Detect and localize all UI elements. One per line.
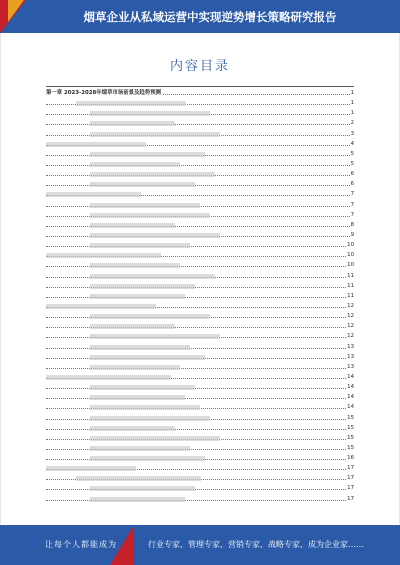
toc-entry[interactable] xyxy=(46,473,354,483)
toc-page-number: 17 xyxy=(346,483,354,493)
footer-banner xyxy=(0,525,400,565)
toc-entry-unreadable-text xyxy=(90,456,205,461)
toc-entry-unreadable-text xyxy=(90,284,195,289)
toc-entry-unreadable-text xyxy=(76,476,201,481)
toc-page-number: 11 xyxy=(346,281,354,291)
toc-page-number: 8 xyxy=(350,220,354,230)
toc-entry[interactable] xyxy=(46,149,354,159)
toc-entry-unreadable-text xyxy=(90,436,220,441)
toc-page-number: 10 xyxy=(346,250,354,260)
report-title: 烟草企业从私域运营中实现逆势增长策略研究报告 xyxy=(83,10,337,24)
toc-entry-unreadable-text xyxy=(90,334,220,339)
toc-entry-unreadable-text xyxy=(90,324,175,329)
toc-entry[interactable] xyxy=(46,281,354,291)
toc-entry-unreadable-text xyxy=(90,162,180,167)
toc-entry[interactable] xyxy=(46,443,354,453)
toc-page-number: 9 xyxy=(350,230,354,240)
toc-entry[interactable] xyxy=(46,250,354,260)
footer-slogan-right: 行业专家、管理专家、营销专家、战略专家、成为企业家…… xyxy=(148,540,364,549)
toc-page-number: 11 xyxy=(346,291,354,301)
toc-entry-unreadable-text xyxy=(90,182,195,187)
toc-page-number: 14 xyxy=(346,372,354,382)
toc-heading: 内容目录 xyxy=(169,59,230,74)
toc-entry[interactable] xyxy=(46,483,354,493)
toc-entry-unreadable-text xyxy=(90,223,175,228)
toc-entry-unreadable-text xyxy=(90,111,210,116)
toc-entry-unreadable-text xyxy=(90,385,195,390)
toc-entry-unreadable-text xyxy=(90,243,190,248)
toc-entry-unreadable-text xyxy=(90,121,175,126)
toc-entry-unreadable-text xyxy=(76,101,186,106)
toc-page-number: 15 xyxy=(346,443,354,453)
toc-entry[interactable] xyxy=(46,88,354,98)
toc-entry[interactable] xyxy=(46,169,354,179)
toc-page-number: 11 xyxy=(346,271,354,281)
toc-page-number: 10 xyxy=(346,260,354,270)
toc-page-number: 7 xyxy=(350,210,354,220)
toc-page-number: 1 xyxy=(350,98,354,108)
toc-entry[interactable] xyxy=(46,342,354,352)
toc-page-number: 5 xyxy=(350,149,354,159)
toc-entry-unreadable-text xyxy=(90,233,220,238)
toc-entry[interactable] xyxy=(46,392,354,402)
toc-page-number: 15 xyxy=(346,413,354,423)
toc-entry[interactable] xyxy=(46,129,354,139)
toc-entry-unreadable-text xyxy=(90,172,215,177)
toc-entry-unreadable-text xyxy=(46,142,146,147)
toc-page-number: 6 xyxy=(350,179,354,189)
toc-entry-unreadable-text xyxy=(90,152,205,157)
toc-page-number: 1 xyxy=(350,88,354,98)
toc-page-number: 14 xyxy=(346,382,354,392)
footer-red-accent xyxy=(110,525,134,565)
toc-page-number: 13 xyxy=(346,342,354,352)
toc-page-number: 12 xyxy=(346,331,354,341)
toc-entry-unreadable-text xyxy=(46,375,171,380)
toc-entry-unreadable-text xyxy=(90,365,180,370)
toc-entry[interactable] xyxy=(46,189,354,199)
toc-page-number: 3 xyxy=(350,129,354,139)
toc-page-number: 16 xyxy=(346,453,354,463)
toc-entry[interactable] xyxy=(46,271,354,281)
toc-entry[interactable] xyxy=(46,179,354,189)
toc-page-number: 7 xyxy=(350,200,354,210)
toc-entry-unreadable-text xyxy=(90,497,185,502)
toc-entry-unreadable-text xyxy=(46,253,161,258)
toc-entry[interactable] xyxy=(46,291,354,301)
toc-entry[interactable] xyxy=(46,118,354,128)
toc-entry-unreadable-text xyxy=(90,274,215,279)
toc-rule xyxy=(46,86,354,87)
toc-entry[interactable] xyxy=(46,210,354,220)
toc-entry[interactable] xyxy=(46,321,354,331)
toc-entry[interactable] xyxy=(46,108,354,118)
toc-page-number: 13 xyxy=(346,362,354,372)
toc-entry[interactable] xyxy=(46,362,354,372)
toc-entry-unreadable-text xyxy=(90,213,210,218)
toc-entry-unreadable-text xyxy=(90,314,210,319)
toc-entry-unreadable-text xyxy=(90,426,175,431)
toc-entry[interactable] xyxy=(46,311,354,321)
toc-entry[interactable] xyxy=(46,260,354,270)
toc-entry[interactable] xyxy=(46,413,354,423)
toc-entry[interactable] xyxy=(46,220,354,230)
footer-slogan-left: 让每个人都能成为 xyxy=(45,540,117,549)
toc-entry[interactable] xyxy=(46,240,354,250)
toc-entry[interactable] xyxy=(46,453,354,463)
toc-entry-unreadable-text xyxy=(90,203,200,208)
toc-entry[interactable] xyxy=(46,433,354,443)
toc-entry[interactable] xyxy=(46,494,354,504)
toc-page-number: 12 xyxy=(346,301,354,311)
toc-entry-unreadable-text xyxy=(90,345,190,350)
header-banner xyxy=(0,0,400,33)
toc-page-number: 13 xyxy=(346,352,354,362)
toc-entry-unreadable-text xyxy=(90,416,210,421)
toc-entry[interactable] xyxy=(46,402,354,412)
toc-entry-unreadable-text xyxy=(46,304,156,309)
toc-page-number: 4 xyxy=(350,139,354,149)
toc-page-number: 7 xyxy=(350,189,354,199)
toc-entry[interactable] xyxy=(46,301,354,311)
toc-entry[interactable] xyxy=(46,200,354,210)
toc-entry-unreadable-text xyxy=(90,446,190,451)
toc-entry[interactable] xyxy=(46,159,354,169)
toc-entry-unreadable-text xyxy=(90,486,195,491)
toc-page-number: 17 xyxy=(346,494,354,504)
toc-entry-unreadable-text xyxy=(90,405,200,410)
toc-entry-unreadable-text xyxy=(90,132,220,137)
toc-page-number: 17 xyxy=(346,463,354,473)
toc-entry-label: 第一章 2023-2028年烟草市场前景及趋势预测 xyxy=(46,88,162,98)
toc-entry-unreadable-text xyxy=(46,192,141,197)
toc-entry-unreadable-text xyxy=(90,395,185,400)
toc-entry-unreadable-text xyxy=(90,263,180,268)
toc-entry[interactable] xyxy=(46,382,354,392)
toc-page-number: 10 xyxy=(346,240,354,250)
toc-page-number: 15 xyxy=(346,423,354,433)
toc-page-number: 12 xyxy=(346,311,354,321)
toc-page-number: 1 xyxy=(350,108,354,118)
table-of-contents xyxy=(46,88,354,504)
toc-entry-unreadable-text xyxy=(46,466,136,471)
toc-page-number: 12 xyxy=(346,321,354,331)
toc-page-number: 5 xyxy=(350,159,354,169)
toc-page-number: 6 xyxy=(350,169,354,179)
toc-entry[interactable] xyxy=(46,352,354,362)
toc-entry[interactable] xyxy=(46,139,354,149)
toc-page-number: 15 xyxy=(346,433,354,443)
toc-entry-unreadable-text xyxy=(90,355,205,360)
toc-entry[interactable] xyxy=(46,331,354,341)
toc-page-number: 14 xyxy=(346,392,354,402)
toc-page-number: 14 xyxy=(346,402,354,412)
toc-entry-unreadable-text xyxy=(90,294,185,299)
toc-page-number: 17 xyxy=(346,473,354,483)
toc-entry[interactable] xyxy=(46,372,354,382)
header-orange-accent xyxy=(8,0,24,22)
toc-page-number: 2 xyxy=(350,118,354,128)
toc-entry[interactable] xyxy=(46,463,354,473)
toc-entry[interactable] xyxy=(46,98,354,108)
toc-entry[interactable] xyxy=(46,423,354,433)
toc-entry[interactable] xyxy=(46,230,354,240)
